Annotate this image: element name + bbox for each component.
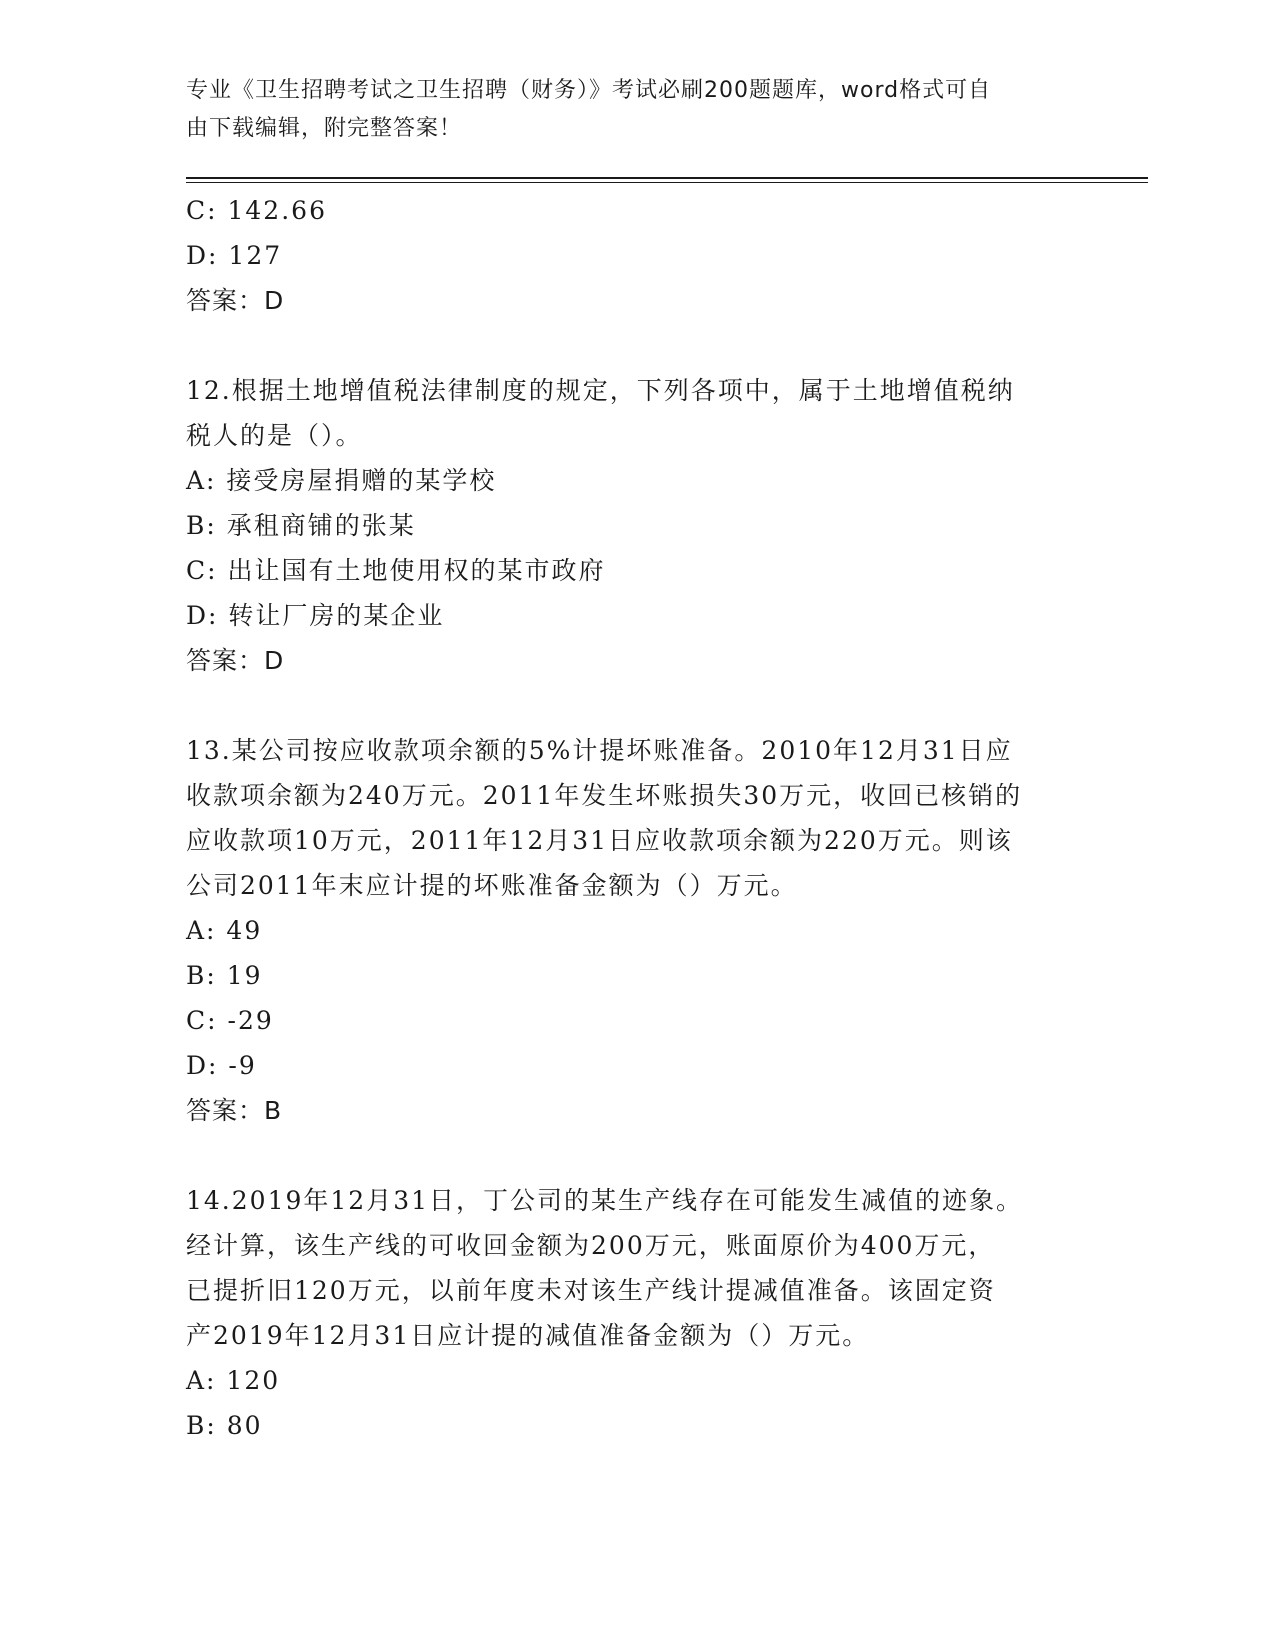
option-a: A: 120: [186, 1366, 281, 1395]
question-stem: 已提折旧120万元，以前年度未对该生产线计提减值准备。该固定资: [186, 1276, 996, 1305]
question-12: [186, 368, 1086, 683]
option-d: D: 转让厂房的某企业: [186, 601, 445, 630]
question-stem: 应收款项10万元，2011年12月31日应收款项余额为220万元。则该: [186, 826, 1013, 855]
question-stem: 税人的是（）。: [186, 421, 363, 450]
spacer: [186, 1133, 1086, 1178]
question-14: [186, 1178, 1086, 1448]
option-d: D: 127: [186, 241, 283, 270]
question-stem: 14.2019年12月31日，丁公司的某生产线存在可能发生减值的迹象。: [186, 1186, 1024, 1215]
question-stem: 经计算，该生产线的可收回金额为200万元，账面原价为400万元，: [186, 1231, 996, 1260]
question-stem: 产2019年12月31日应计提的减值准备金额为（）万元。: [186, 1321, 870, 1350]
question-list: [186, 188, 1086, 1448]
document-header: [186, 72, 1066, 148]
answer-label: 答案：D: [186, 646, 285, 675]
spacer: [186, 683, 1086, 728]
question-stem: 收款项余额为240万元。2011年发生坏账损失30万元，收回已核销的: [186, 781, 1023, 810]
question-13: [186, 728, 1086, 1133]
header-line-2: 由下载编辑，附完整答案！: [186, 116, 463, 141]
option-a: A: 49: [186, 916, 263, 945]
question-stem: 公司2011年末应计提的坏账准备金额为（）万元。: [186, 871, 798, 900]
question-11: [186, 188, 1086, 323]
answer-label: 答案：D: [186, 286, 285, 315]
option-d: D: -9: [186, 1051, 257, 1080]
question-stem: 13.某公司按应收款项余额的5%计提坏账准备。2010年12月31日应: [186, 736, 1013, 765]
option-b: B: 19: [186, 961, 263, 990]
spacer: [186, 323, 1086, 368]
header-divider-thin: [186, 182, 1148, 183]
option-c: C: 142.66: [186, 196, 327, 225]
option-b: B: 承租商铺的张某: [186, 511, 416, 540]
option-c: C: 出让国有土地使用权的某市政府: [186, 556, 606, 585]
header-line-1: 专业《卫生招聘考试之卫生招聘（财务）》考试必刷200题题库，word格式可自: [186, 78, 992, 103]
option-b: B: 80: [186, 1411, 263, 1440]
answer-label: 答案：B: [186, 1096, 283, 1125]
question-stem: 12.根据土地增值税法律制度的规定，下列各项中，属于土地增值税纳: [186, 376, 1015, 405]
option-c: C: -29: [186, 1006, 274, 1035]
header-divider-thick: [186, 177, 1148, 179]
option-a: A: 接受房屋捐赠的某学校: [186, 466, 497, 495]
